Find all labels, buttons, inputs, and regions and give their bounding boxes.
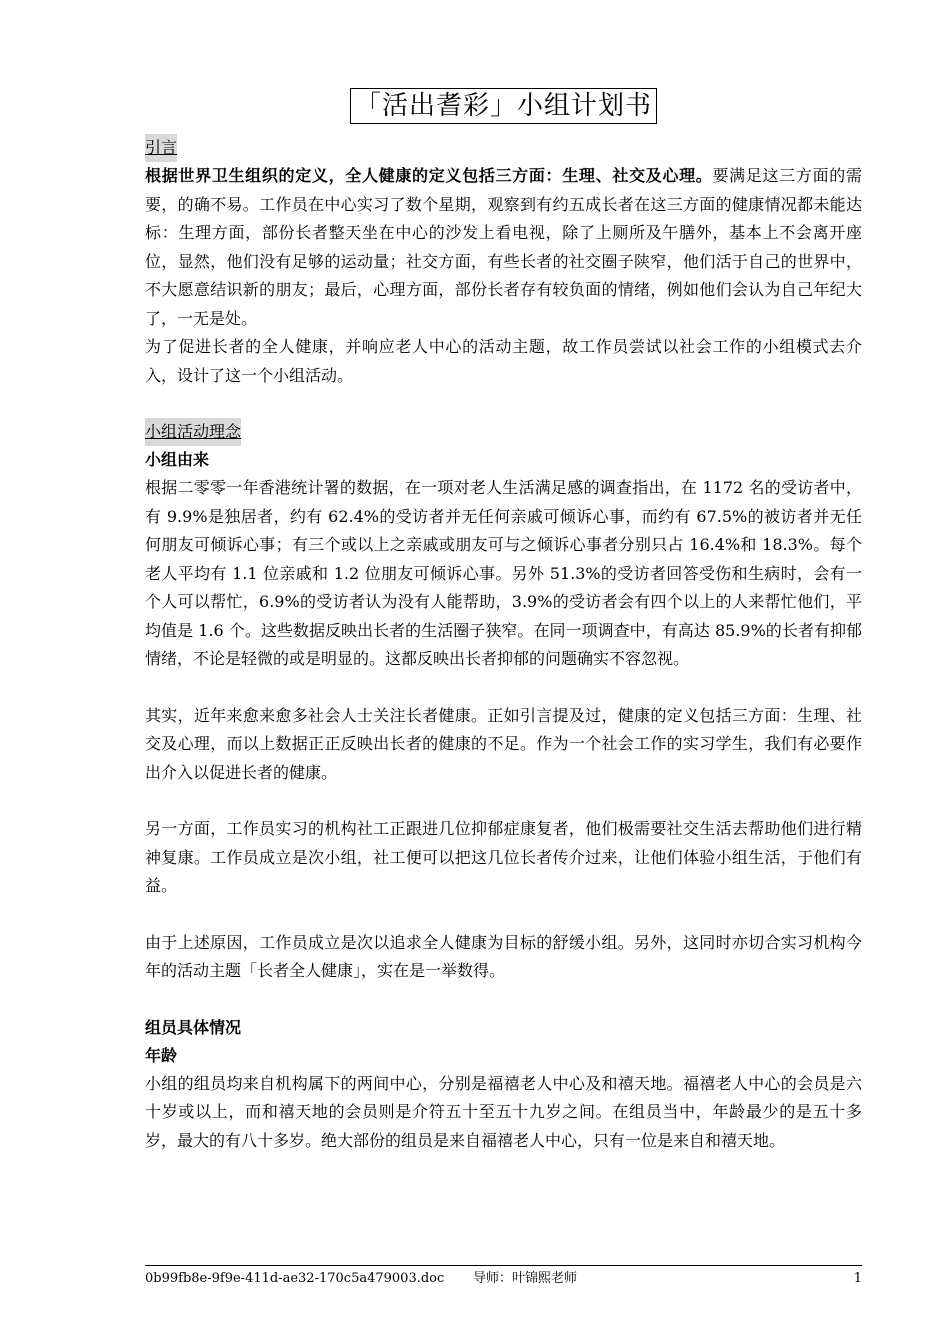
- intro-lead-bold: 根据世界卫生组织的定义，全人健康的定义包括三方面：生理、社交及心理。: [145, 166, 713, 185]
- title-wrapper: [145, 88, 862, 124]
- age-paragraph: 小组的组员均来自机构属下的两间中心，分别是福禧老人中心及和禧天地。福禧老人中心的会员是六十岁或以上，而和禧天地的会员则是介符五十至五十九岁之间。在组员当中，年龄最少的是五十多岁，最大的有八十多岁。绝大部份的组员是来自福禧老人中心，只有一位是来自和禧天地。: [145, 1073, 862, 1150]
- spacer: [145, 986, 862, 1014]
- members-section: [145, 1014, 862, 1156]
- page-footer: [145, 1265, 862, 1286]
- origin-paragraph-4: 由于上述原因，工作员成立是次以追求全人健康为目标的舒缓小组。另外，这同时亦切合实习机构今年的活动主题「长者全人健康」，实在是一举数得。: [145, 932, 862, 980]
- origin-paragraph-1: 根据二零零一年香港统计署的数据，在一项对老人生活满足感的调查指出，在 1172 名的受访者中，有 9.9%是独居者，约有 62.4%的受访者并无任何亲戚可倾诉心事，而约有 67.5%的被访者并无任何朋友可倾诉心事；有三个或以上之亲戚或朋友可与之倾诉心事者分别只占 16.4%和 18.3%。每个老人平均有 1.1 位亲戚和 1.2 位朋友可倾诉心事。另外 51.3%的受访者回答受伤和生病时，会有一个人可以帮忙，6.9%的受访者认为没有人能帮助，3.9%的受访者会有四个以上的人来帮忙他们，平均值是 1.6 个。这些数据反映出长者的生活圈子狭窄。在同一项调查中，有高达 85.9%的长者有抑郁情绪，不论是轻微的或是明显的。这都反映出长者抑郁的问题确实不容忽视。: [145, 478, 862, 668]
- footer-doc-name: 0b99fb8e-9f9e-411d-ae32-170c5a479003.doc: [145, 1271, 445, 1286]
- spacer: [145, 674, 862, 702]
- spacer: [145, 390, 862, 418]
- footer-page-number: 1: [853, 1271, 862, 1286]
- intro-section: [145, 134, 862, 390]
- intro-heading: 引言: [145, 134, 177, 162]
- origin-heading: 小组由来: [145, 450, 210, 469]
- intro-paragraph-2: 为了促进长者的全人健康，并响应老人中心的活动主题，故工作员尝试以社会工作的小组模式去介入，设计了这一个小组活动。: [145, 337, 862, 385]
- document-body: [145, 88, 862, 1155]
- age-heading: 年龄: [145, 1045, 178, 1065]
- members-heading: 组员具体情况: [145, 1017, 242, 1037]
- footer-tutor: 导师：叶锦熙老师: [473, 1271, 578, 1286]
- concept-section: [145, 418, 862, 986]
- origin-paragraph-3: 另一方面，工作员实习的机构社工正跟进几位抑郁症康复者，他们极需要社交生活去帮助他们进行精神复康。工作员成立是次小组，社工便可以把这几位长者传介过来，让他们体验小组生活，于他们有益。: [145, 819, 862, 895]
- spacer: [145, 901, 862, 929]
- intro-paragraph-1: [145, 162, 862, 333]
- origin-paragraph-2: 其实，近年来愈来愈多社会人士关注长者健康。正如引言提及过，健康的定义包括三方面：生理、社交及心理，而以上数据正正反映出长者的健康的不足。作为一个社会工作的实习学生，我们有必要作出介入以促进长者的健康。: [145, 705, 862, 782]
- intro-lead-rest: 要满足这三方面的需要，的确不易。工作员在中心实习了数个星期，观察到有约五成长者在这三方面的健康情况都未能达标：生理方面，部份长者整天坐在中心的沙发上看电视，除了上厕所及午膳外，基本上不会离开座位，显然，他们没有足够的运动量；社交方面，有些长者的社交圈子陕窄，他们活于自己的世界中，不大愿意结识新的朋友；最后，心理方面，部份长者存有较负面的情绪，例如他们会认为自己年纪大了，一无是处。: [145, 166, 862, 328]
- concept-heading: 小组活动理念: [145, 418, 241, 446]
- spacer: [145, 787, 862, 815]
- document-title: 「活出耆彩」小组计划书: [350, 88, 657, 124]
